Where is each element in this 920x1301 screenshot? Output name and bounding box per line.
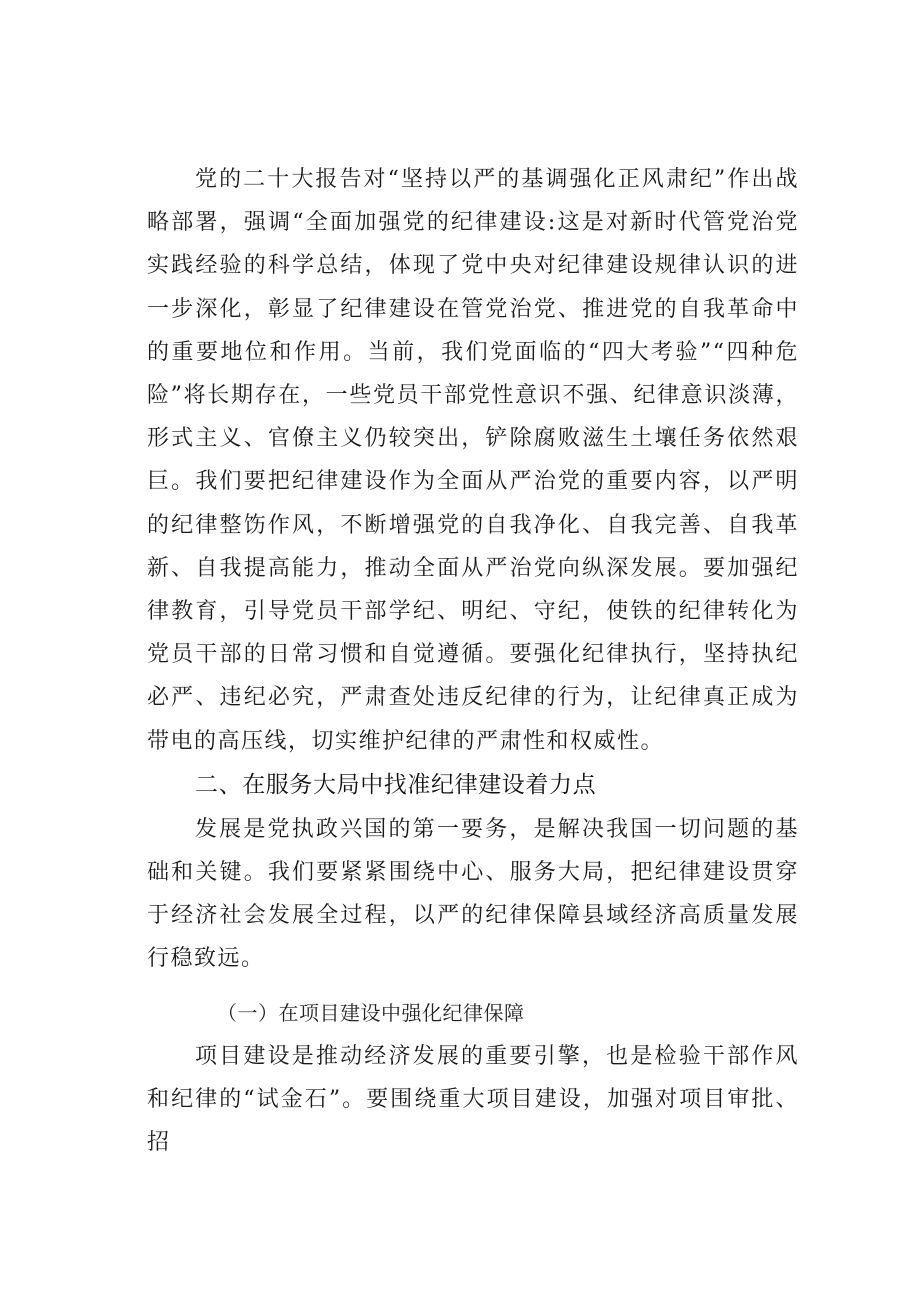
body-paragraph-2: 发展是党执政兴国的第一要务，是解决我国一切问题的基础和关键。我们要紧紧围绕中心、服务大局，把纪律建设贯穿于经济社会发展全过程，以严的纪律保障县域经济高质量发展行稳致远。: [147, 816, 799, 972]
subsection-heading-1: （一）在项目建设中强化纪律保障: [217, 1000, 525, 1025]
document-page: [147, 158, 799, 1164]
section-heading-2: 二、在服务大局中找准纪律建设着力点: [195, 771, 597, 798]
body-paragraph-3: 项目建设是推动经济发展的重要引擎，也是检验干部作风和纪律的“试金石”。要围绕重大项目建设，加强对项目审批、招: [147, 1043, 799, 1156]
body-paragraph-1: 党的二十大报告对“坚持以严的基调强化正风肃纪”作出战略部署，强调“全面加强党的纪律建设:这是对新时代管党治党实践经验的科学总结，体现了党中央对纪律建设规律认识的进一步深化，彰显了纪律建设在管党治党、推进党的自我革命中的重要地位和作用。当前，我们党面临的“四大考验”“四种危险”将长期存在，一些党员干部党性意识不强、纪律意识淡薄，形式主义、官僚主义仍较突出，铲除腐败滋生土壤任务依然艰巨。我们要把纪律建设作为全面从严治党的重要内容，以严明的纪律整饬作风，不断增强党的自我净化、自我完善、自我革新、自我提高能力，推动全面从严治党向纵深发展。要加强纪律教育，引导党员干部学纪、明纪、守纪，使铁的纪律转化为党员干部的日常习惯和自觉遵循。要强化纪律执行，坚持执纪必严、违纪必究，严肃查处违反纪律的行为，让纪律真正成为带电的高压线，切实维护纪律的严肃性和权威性。: [147, 167, 799, 754]
